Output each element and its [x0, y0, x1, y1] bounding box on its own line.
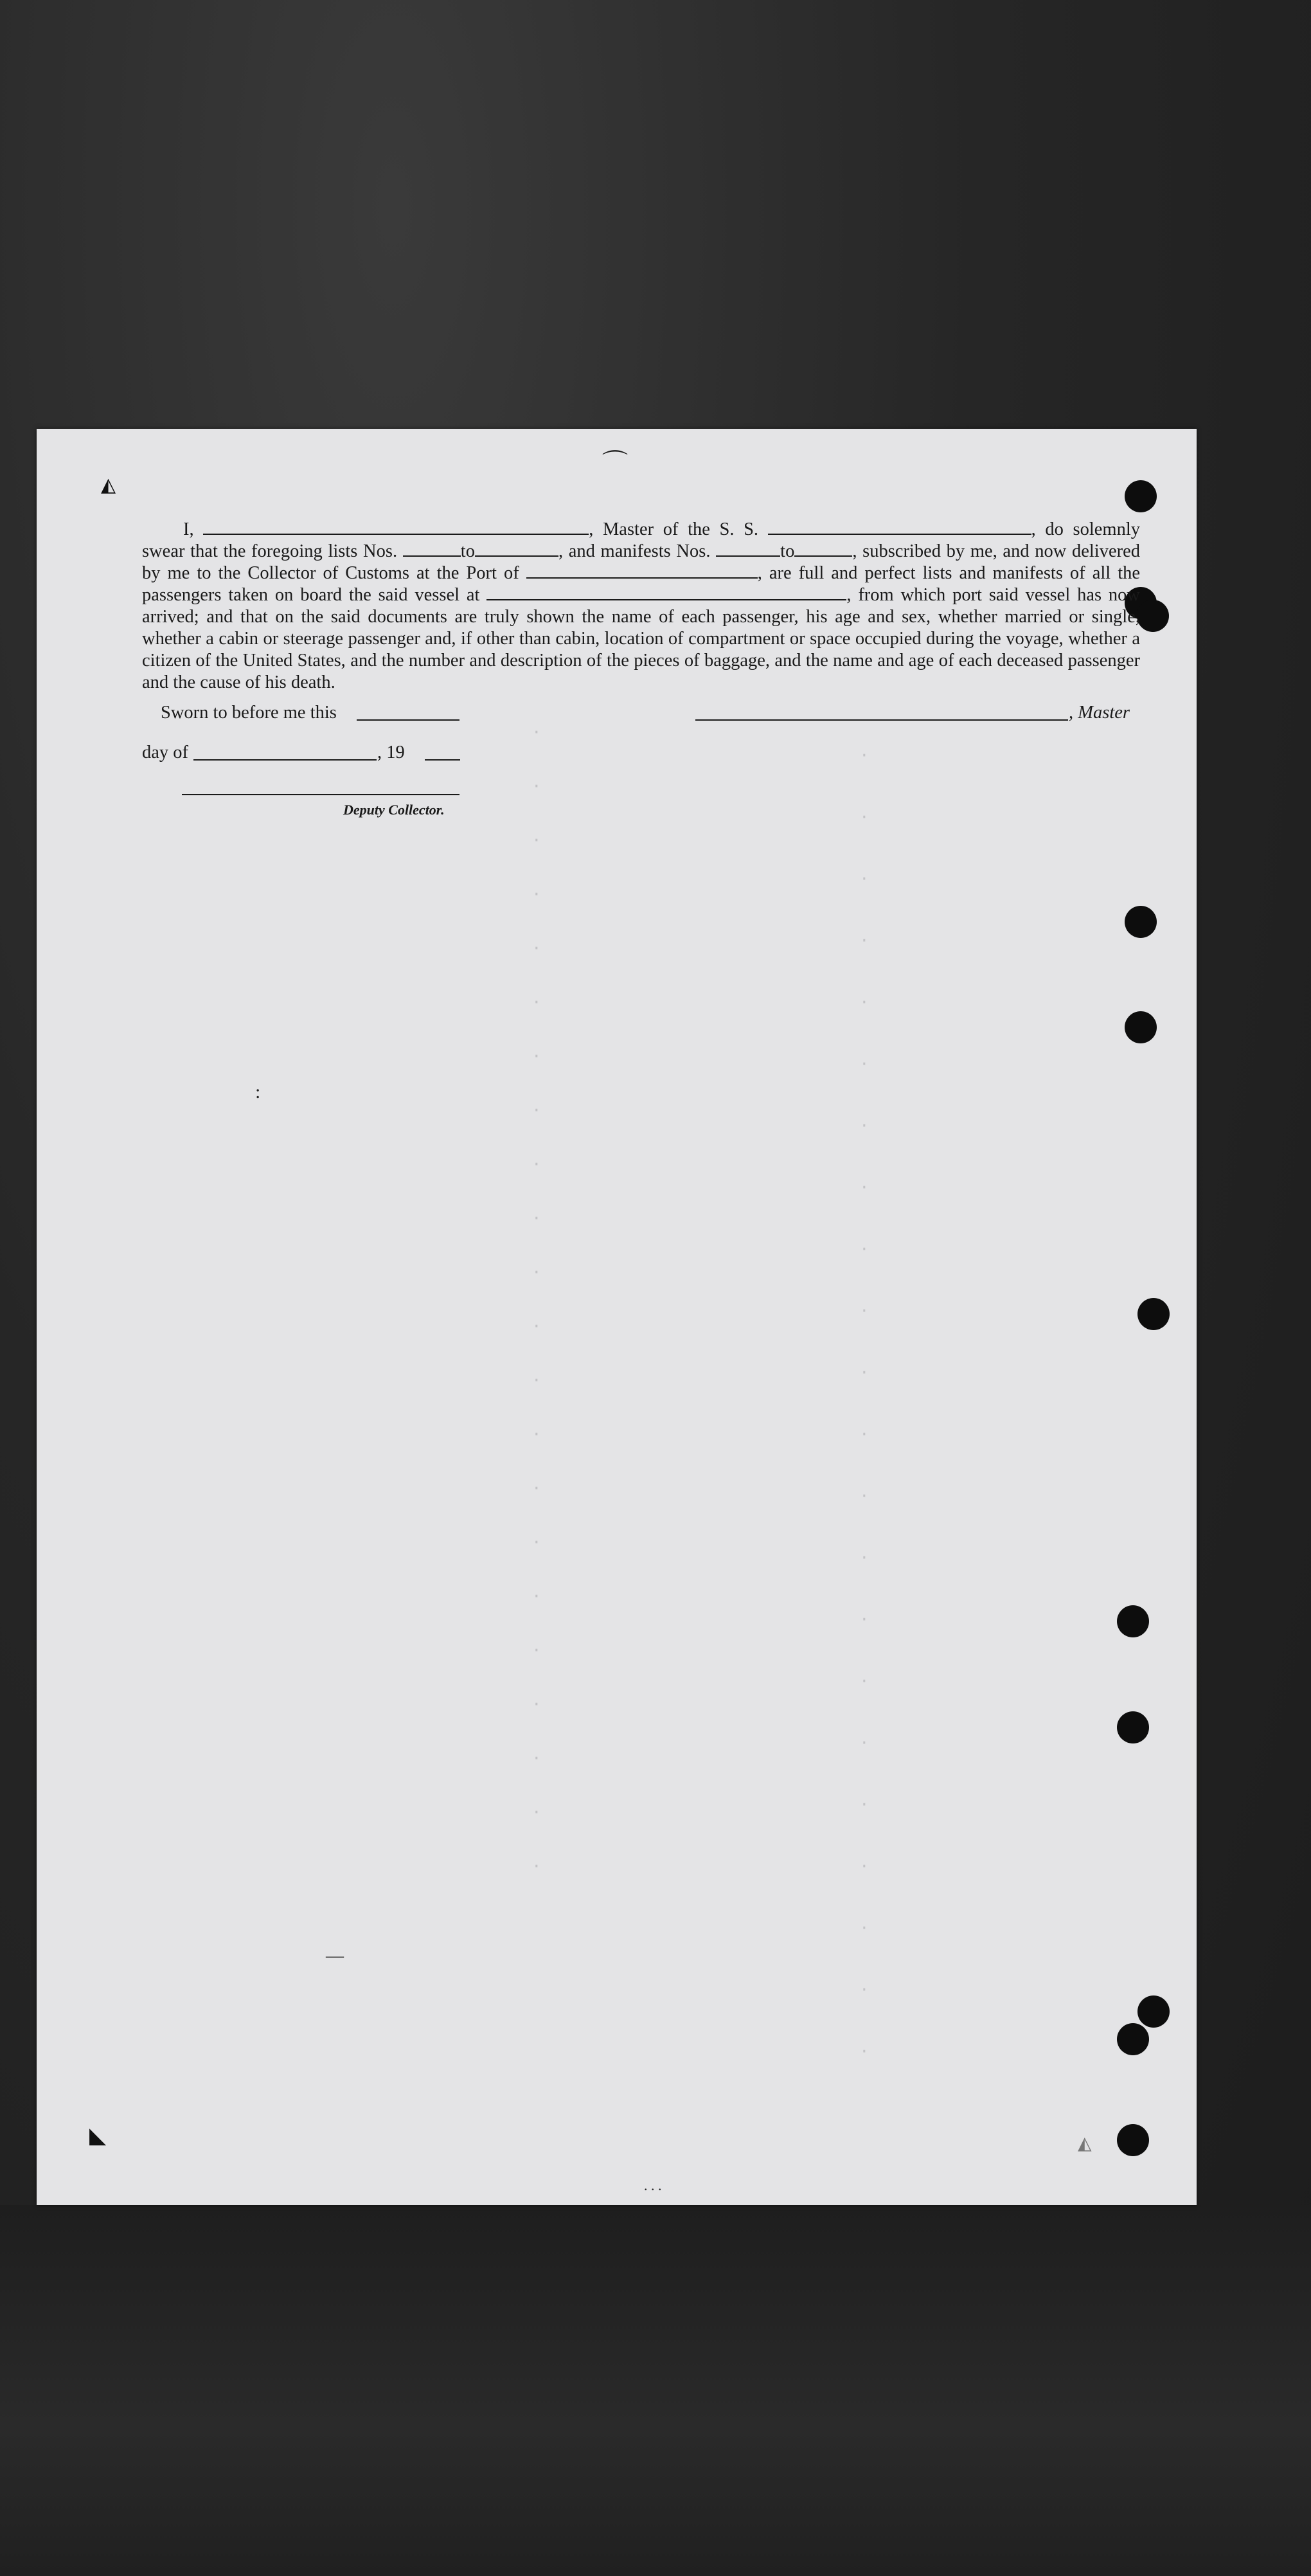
oath-text-3: to: [460, 541, 475, 561]
deputy-collector-line: [182, 794, 459, 795]
stray-mark: :: [255, 1081, 261, 1103]
corner-mark: ◣: [89, 2124, 107, 2148]
stray-mark: —: [326, 1946, 344, 1966]
punch-hole: [1117, 1711, 1149, 1743]
port-blank: [526, 563, 758, 579]
stray-mark: ◭: [1078, 2134, 1092, 2154]
punch-hole: [1137, 1995, 1170, 2028]
day-of-label: day of: [142, 743, 189, 762]
bleed-through-column: · · · · · · · · · · · · · · · · · · · · · ·: [531, 723, 542, 1876]
departure-port-blank: [486, 585, 846, 600]
punch-hole: [1117, 2023, 1149, 2055]
sworn-day-line: [357, 719, 459, 721]
master-label: , Master: [1069, 703, 1130, 723]
manifests-to-blank: [794, 541, 852, 557]
oath-intro: I,: [183, 519, 194, 539]
manifests-from-blank: [716, 541, 780, 557]
lists-from-blank: [403, 541, 461, 557]
deputy-collector-label: Deputy Collector.: [343, 802, 445, 818]
month-line: [193, 759, 377, 761]
ink-blot: ⌒: [602, 449, 628, 478]
manifest-sheet: [37, 429, 1197, 2205]
oath-text-6: , subscribed by me, and now delivered by me to the Collector of Customs at the Port of: [142, 541, 1141, 583]
vessel-name-blank: [768, 519, 1031, 535]
master-name-blank: [203, 519, 589, 535]
oath-text-8: , from which port said vessel has now arrived; and that on the said documents are truly shown the name of each passenger, his age and sex, whether married or single, whether a cabin or steerage passenger and, if other than cabin, location of compartment or space occupied during the voyage, whether a citizen of the United States, and the number and description of the pieces of baggage, and the name and age of each deceased passenger and the cause of his death.: [142, 585, 1141, 692]
scanner-backdrop-bottom: [0, 2205, 1311, 2576]
year-line: [425, 759, 460, 761]
punch-hole: [1125, 480, 1157, 512]
sworn-label: Sworn to before me this: [161, 703, 337, 723]
oath-text-1: , Master of the S. S.: [589, 519, 759, 539]
corner-mark: ◭: [101, 474, 116, 496]
master-signature-line: [695, 719, 1068, 721]
year-prefix: , 19: [377, 743, 405, 762]
bleed-through-column: · · · · · · · · · · · · · · · · · · · · · ·: [859, 746, 870, 2061]
oath-text-2: , do solemnly swear that the foregoing lists Nos.: [142, 519, 1141, 561]
punch-hole: [1125, 906, 1157, 938]
punch-hole: [1117, 2124, 1149, 2156]
oath-paragraph: [142, 519, 1140, 694]
stray-mark: . . .: [644, 2177, 662, 2193]
oath-text-7: , are full and perfect lists and manifests of all the passengers taken on board the said vessel at: [142, 563, 1141, 605]
oath-text-5: to: [780, 541, 795, 561]
punch-hole: [1117, 1605, 1149, 1637]
oath-text-4: , and manifests Nos.: [558, 541, 711, 561]
punch-hole: [1125, 1011, 1157, 1043]
punch-hole: [1137, 600, 1169, 632]
lists-to-blank: [475, 541, 558, 557]
punch-hole: [1137, 1298, 1170, 1330]
